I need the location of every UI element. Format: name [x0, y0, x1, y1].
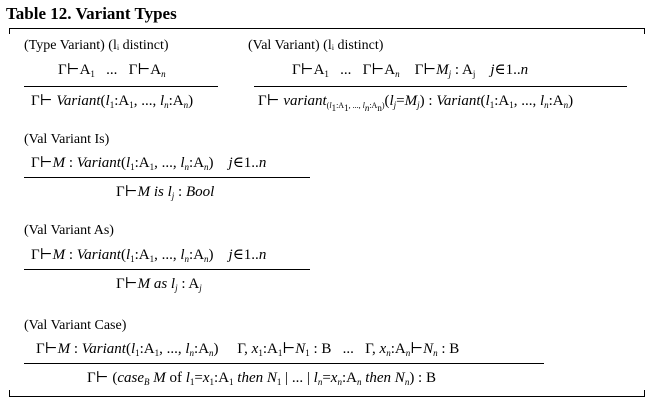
rule-name-val-variant: (Val Variant) (lᵢ distinct): [248, 38, 384, 53]
type-variant-premises: $\Gamma⊢A_1$ ... $\Gamma⊢A_n$: [58, 62, 166, 79]
val-variant-case-premises: Γ⊢M : $Variant(l_1:A_1$, ..., $l_n:A_n$) Γ, $x_1:A_1⊢N_1$ : B ... Γ, $x_n:A_n⊢N_n$ : B: [36, 341, 460, 358]
val-variant-as-rule-line: [24, 269, 310, 270]
type-variant-conclusion: Γ⊢ $Variant(l_1:A_1$, ..., $l_n:A_n$): [31, 93, 194, 110]
bottom-right-tick: [644, 390, 645, 396]
rule-name-val-variant-case: (Val Variant Case): [24, 318, 127, 333]
rule-name-type-variant: (Type Variant) (lᵢ distinct): [24, 38, 169, 53]
top-right-tick: [644, 28, 645, 34]
val-variant-as-premise: Γ⊢M : $Variant(l_1:A_1$, ..., $l_n:A_n$) j∈1..n: [31, 247, 267, 264]
val-variant-conclusion: Γ⊢ $variant_{(l_1:A_1, ..., l_n:A_n)}(l_j=M_j)$ : $Variant(l_1:A_1$, ..., $l_n:A_n$): [258, 93, 574, 113]
type-variant-rule-line: [24, 86, 218, 87]
val-variant-is-premise: Γ⊢M : $Variant(l_1:A_1$, ..., $l_n:A_n$) j∈1..n: [31, 155, 267, 172]
val-variant-case-rule-line: [24, 363, 544, 364]
val-variant-is-rule-line: [24, 177, 310, 178]
table-title: Table 12. Variant Types: [6, 4, 177, 23]
bottom-left-tick: [9, 390, 10, 396]
table-top-border: [9, 28, 645, 29]
rule-name-val-variant-is: (Val Variant Is): [24, 132, 110, 147]
table-bottom-border: [9, 396, 645, 397]
val-variant-is-conclusion: Γ⊢M is $l_j$ : Bool: [116, 184, 215, 201]
val-variant-premises: $\Gamma⊢A_1$ ... $\Gamma⊢A_n$ $\Gamma⊢M_j$ : $A_j$ j∈1..n: [292, 62, 529, 79]
val-variant-case-conclusion: Γ⊢ (case$_B$ M of $l_1=x_1:A_1$ then $N_1$ | ... | $l_n=x_n:A_n$ then $N_n$) : B: [87, 370, 436, 387]
top-left-tick: [9, 28, 10, 34]
rule-name-val-variant-as: (Val Variant As): [24, 223, 114, 238]
val-variant-as-conclusion: Γ⊢M as $l_j$ : $A_j$: [116, 276, 202, 293]
val-variant-rule-line: [254, 86, 627, 87]
